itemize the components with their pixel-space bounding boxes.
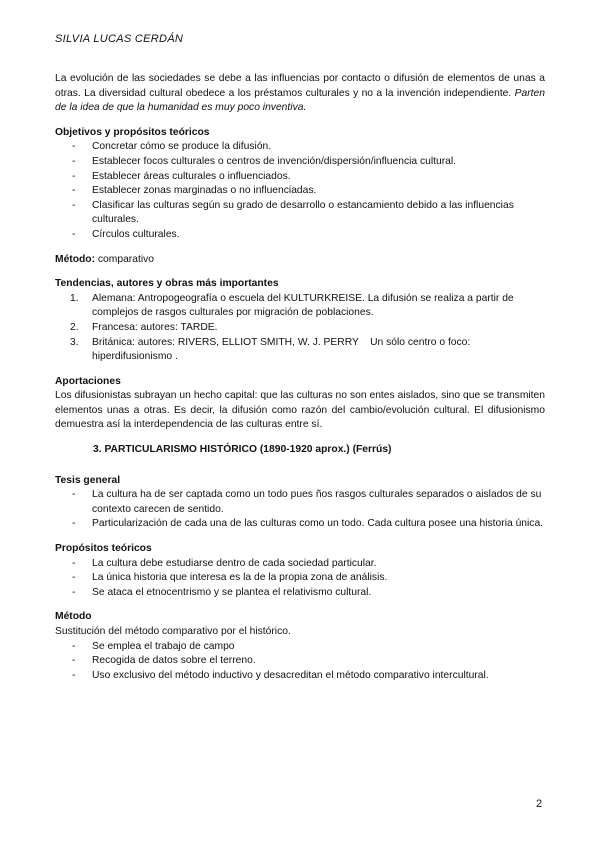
section-title: 3. PARTICULARISMO HISTÓRICO (1890-1920 aprox.) (Ferrús) (93, 444, 392, 456)
tesis-heading: Tesis general (55, 474, 121, 486)
objetivos-heading: Objetivos y propósitos teóricos (55, 126, 210, 138)
metodo-list (55, 640, 545, 684)
tendencias-heading: Tendencias, autores y obras más importantes (55, 278, 279, 290)
objetivos-list (55, 140, 545, 242)
metodo-text: Sustitución del método comparativo por el histórico. (55, 626, 291, 637)
list-item: - Establecer zonas marginadas o no influenciadas. (72, 185, 317, 197)
tesis-list (55, 488, 545, 532)
intro-italic: Parten de la idea de que la humanidad es muy poco inventiva. (55, 87, 545, 114)
metodo-label: Método: (55, 253, 96, 265)
propositos-heading: Propósitos teóricos (55, 543, 152, 555)
metodo-line (55, 253, 545, 268)
list-item: 3. Británica: autores: RIVERS, ELLIOT SMITH, W. J. PERRY Un sólo centro o foco: hiperdifusionismo . (70, 336, 474, 363)
tendencias-list (55, 292, 545, 365)
list-item: - Se ataca el etnocentrismo y se plantea el relativismo cultural. (72, 586, 372, 598)
list-item: - La cultura debe estudiarse dentro de cada sociedad particular. (72, 557, 377, 569)
intro-paragraph (55, 72, 545, 116)
page-content (55, 72, 545, 683)
propositos-list (55, 557, 545, 601)
list-item: - Se emplea el trabajo de campo (72, 640, 235, 652)
intro-text: La evolución de las sociedades se debe a las influencias por contacto o difusión de elementos de unas a otras. La diversidad cultural obedece a los préstamos culturales y no a la invención independiente. (55, 73, 545, 99)
list-item: 1. Alemana: Antropogeografía o escuela del KULTURKREISE. La difusión se realiza a partir de complejos de rasgos culturales por migración de poblaciones. (70, 292, 514, 319)
list-item: - Particularización de cada una de las culturas como un todo. Cada cultura posee una historia única. (72, 518, 544, 530)
list-item: - La única historia que interesa es la de la propia zona de análisis. (72, 572, 388, 584)
page-number: 2 (536, 798, 543, 810)
list-item: - Establecer áreas culturales o influenciados. (72, 170, 291, 182)
list-item: - Uso exclusivo del método inductivo y desacreditan el método comparativo intercultural. (72, 669, 489, 681)
aportaciones-text: Los difusionistas subrayan un hecho capital: que las culturas no son entes aislados, sino que se transmiten elementos unas a otras. Es decir, la difusión como razón del cambio/evolución cultural. El difusionismo demuestra así la interdependencia de las culturas entre sí. (55, 390, 545, 431)
list-item: - La cultura ha de ser captada como un todo pues ños rasgos culturales separados o aislados de su contexto carecen de sentido. (72, 489, 542, 515)
list-item: - Clasificar las culturas según su grado de desarrollo o estancamiento debido a las influencias culturales. (72, 199, 514, 226)
list-item: - Concretar cómo se produce la difusión. (72, 141, 272, 153)
list-item: - Recogida de datos sobre el terreno. (72, 655, 256, 667)
list-item: 2. Francesa: autores: TARDE. (70, 321, 218, 333)
list-item: - Establecer focos culturales o centros de invención/dispersión/influencia cultural. (72, 155, 457, 167)
list-item: - Círculos culturales. (72, 228, 180, 240)
metodo-value: comparativo (97, 253, 154, 265)
metodo-heading: Método (55, 611, 92, 623)
page-header: SILVIA LUCAS CERDÁN (55, 33, 184, 45)
aportaciones-heading: Aportaciones (55, 375, 121, 387)
